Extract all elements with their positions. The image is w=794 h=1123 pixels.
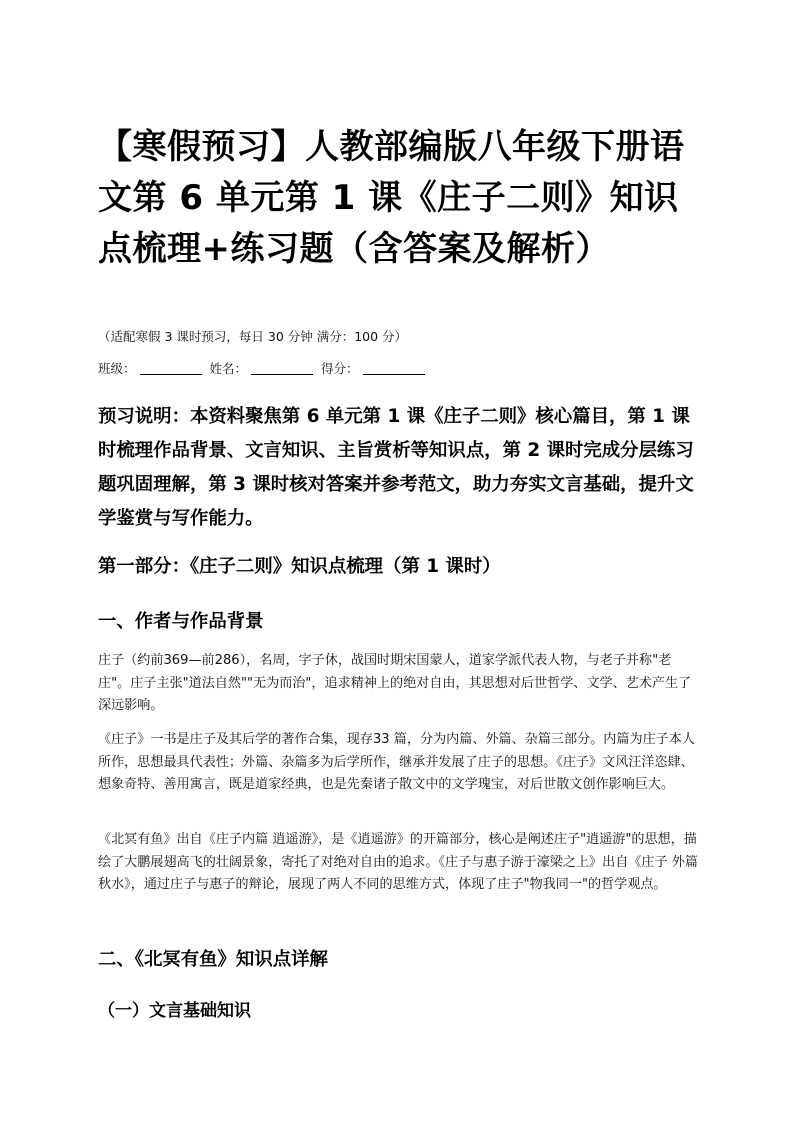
section-beiming-heading: 二、《北冥有鱼》知识点详解 (98, 949, 328, 970)
score-label: 得分： (321, 361, 359, 376)
part1-heading: 第一部分：《庄子二则》知识点梳理（第 1 课时） (98, 556, 501, 577)
class-blank[interactable] (140, 362, 202, 375)
class-label: 班级： (98, 361, 136, 376)
usage-note: （适配寒假 3 课时预习，每日 30 分钟 满分：100 分） (98, 329, 408, 344)
subsection-classical-basics-heading: （一）文言基础知识 (98, 1001, 251, 1021)
paragraph-book: 《庄子》一书是庄子及其后学的著作合集，现存33 篇，分为内篇、外篇、杂篇三部分。内篇为庄子本人所作，思想最具代表性；外篇、杂篇多为后学所作，继承并发展了庄子的思想。《庄子》文风汪洋恣肆、想象奇特、善用寓言，既是道家经典，也是先秦诸子散文中的文学瑰宝，对后世散文创作影响巨大。 (98, 732, 695, 792)
section-author-background-heading: 一、作者与作品背景 (98, 611, 264, 632)
paragraph-texts: 《北冥有鱼》出自《庄子内篇 逍遥游》，是《逍遥游》的开篇部分，核心是阐述庄子"逍遥游"的思想，描绘了大鹏展翅高飞的壮阔景象，寄托了对绝对自由的追求。《庄子与惠子游于濠梁之上》出自《庄子 外篇 秋水》，通过庄子与惠子的辩论，展现了两人不同的思维方式，体现了庄子"物我同一"的哲学观点。 (98, 832, 698, 892)
document-title: 【寒假预习】人教部编版八年级下册语文第 6 单元第 1 课《庄子二则》知识点梳理+练习题（含答案及解析） (98, 127, 685, 269)
paragraph-author: 庄子（约前369—前286），名周，字子休，战国时期宋国蒙人，道家学派代表人物，与老子并称"老庄"。庄子主张"道法自然""无为而治"，追求精神上的绝对自由，其思想对后世哲学、文学、艺术产生了深远影响。 (98, 653, 692, 713)
score-blank[interactable] (363, 362, 425, 375)
student-info-line (98, 361, 429, 377)
name-label: 姓名： (209, 361, 248, 376)
preview-instructions: 预习说明：本资料聚焦第 6 单元第 1 课《庄子二则》核心篇目，第 1 课时梳理作品背景、文言知识、主旨赏析等知识点，第 2 课时完成分层练习题巩固理解，第 3 课时核对答案并参考范文，助力夯实文言基础，提升文学鉴赏与写作能力。 (98, 406, 694, 529)
name-blank[interactable] (251, 362, 313, 375)
